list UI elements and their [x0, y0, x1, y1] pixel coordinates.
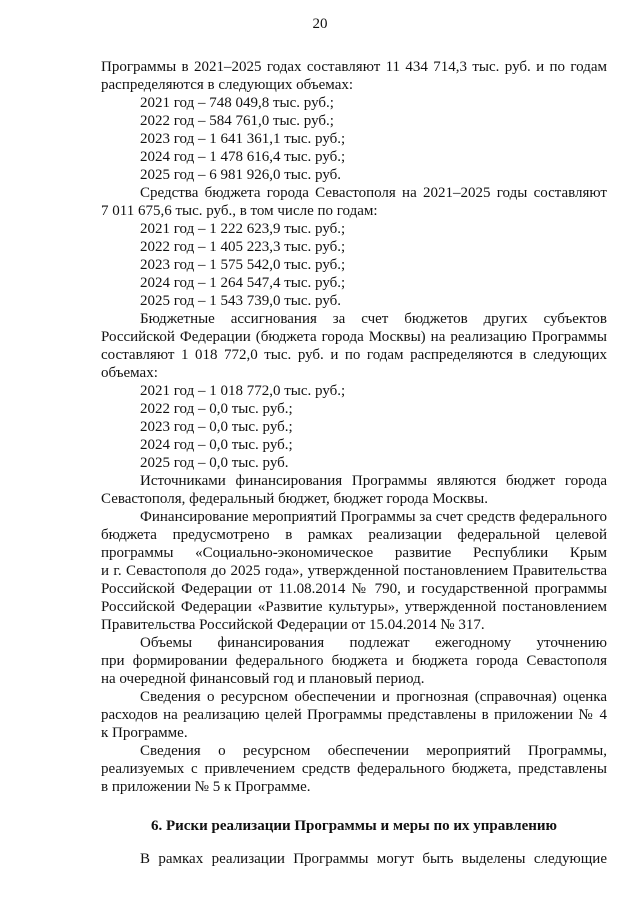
paragraph-line: бюджета предусмотрено в рамках реализации федеральной целевой	[101, 527, 607, 543]
paragraph-line: Средства бюджета города Севастополя на 2021–2025 годы составляют	[140, 185, 607, 201]
paragraph-line: 2022 год – 0,0 тыс. руб.;	[140, 401, 293, 417]
paragraph-line: Российской Федерации «Развитие культуры», утвержденной постановлением	[101, 599, 607, 615]
paragraph-line: 2021 год – 1 018 772,0 тыс. руб.;	[140, 383, 346, 399]
paragraph-line: 2025 год – 0,0 тыс. руб.	[140, 455, 289, 471]
paragraph-line: составляют 1 018 772,0 тыс. руб. и по годам распределяются в следующих	[101, 347, 607, 363]
paragraph-line: 2023 год – 1 641 361,1 тыс. руб.;	[140, 131, 346, 147]
document-body	[101, 58, 607, 868]
paragraph-line: расходов на реализацию целей Программы представлены в приложении № 4	[101, 707, 607, 723]
paragraph-line: 2024 год – 0,0 тыс. руб.;	[140, 437, 293, 453]
paragraph-line: Российской Федерации (бюджета города Москвы) на реализацию Программы	[101, 329, 607, 345]
paragraph-line: Программы в 2021–2025 годах составляют 11 434 714,3 тыс. руб. и по годам	[101, 59, 607, 75]
paragraph-line: и г. Севастополя до 2025 года», утвержденной постановлением Правительства	[101, 563, 607, 579]
paragraph-line: Севастополя, федеральный бюджет, бюджет города Москвы.	[101, 491, 488, 507]
paragraph-line: Источниками финансирования Программы являются бюджет города	[140, 473, 607, 489]
body-text	[101, 58, 607, 796]
paragraph-line: 2023 год – 1 575 542,0 тыс. руб.;	[140, 257, 346, 273]
paragraph-line: Российской Федерации от 11.08.2014 № 790, и государственной программы	[101, 581, 607, 597]
paragraph-line: реализуемых с привлечением средств федерального бюджета, представлены	[101, 761, 607, 777]
paragraph-line: 2021 год – 1 222 623,9 тыс. руб.;	[140, 221, 346, 237]
paragraph-line: 2025 год – 1 543 739,0 тыс. руб.	[140, 293, 342, 309]
paragraph-line: 2024 год – 1 264 547,4 тыс. руб.;	[140, 275, 346, 291]
paragraph-line: Финансирование мероприятий Программы за счет средств федерального	[140, 509, 607, 525]
paragraph-line: 7 011 675,6 тыс. руб., в том числе по годам:	[101, 203, 378, 219]
paragraph-line: 2025 год – 6 981 926,0 тыс. руб.	[140, 167, 342, 183]
page-number: 20	[312, 16, 328, 32]
paragraph-line: распределяются в следующих объемах:	[101, 77, 354, 93]
paragraph-line: 2022 год – 1 405 223,3 тыс. руб.;	[140, 239, 346, 255]
paragraph-line: 2024 год – 1 478 616,4 тыс. руб.;	[140, 149, 346, 165]
section-heading: 6. Риски реализации Программы и меры по их управлению	[150, 818, 558, 834]
paragraph-line: программы «Социально-экономическое развитие Республики Крым	[101, 545, 607, 561]
paragraph-line: к Программе.	[101, 725, 188, 741]
paragraph-line: на очередной финансовый год и плановый период.	[101, 671, 425, 687]
paragraph-line: Сведения о ресурсном обеспечении и прогнозная (справочная) оценка	[140, 689, 607, 705]
paragraph-line: 2022 год – 584 761,0 тыс. руб.;	[140, 113, 334, 129]
paragraph-line: 2021 год – 748 049,8 тыс. руб.;	[140, 95, 334, 111]
paragraph-line: при формировании федерального бюджета и бюджета города Севастополя	[101, 653, 607, 669]
paragraph-line: Сведения о ресурсном обеспечении мероприятий Программы,	[140, 743, 607, 759]
paragraph-line: В рамках реализации Программы могут быть выделены следующие	[140, 851, 607, 867]
paragraph-line: в приложении № 5 к Программе.	[101, 779, 311, 795]
paragraph-line: Объемы финансирования подлежат ежегодному уточнению	[140, 635, 607, 651]
paragraph-line: Правительства Российской Федерации от 15.04.2014 № 317.	[101, 617, 485, 633]
paragraph-line: Бюджетные ассигнования за счет бюджетов других субъектов	[140, 311, 607, 327]
paragraph-line: 2023 год – 0,0 тыс. руб.;	[140, 419, 293, 435]
paragraph-line: объемах:	[101, 365, 158, 381]
